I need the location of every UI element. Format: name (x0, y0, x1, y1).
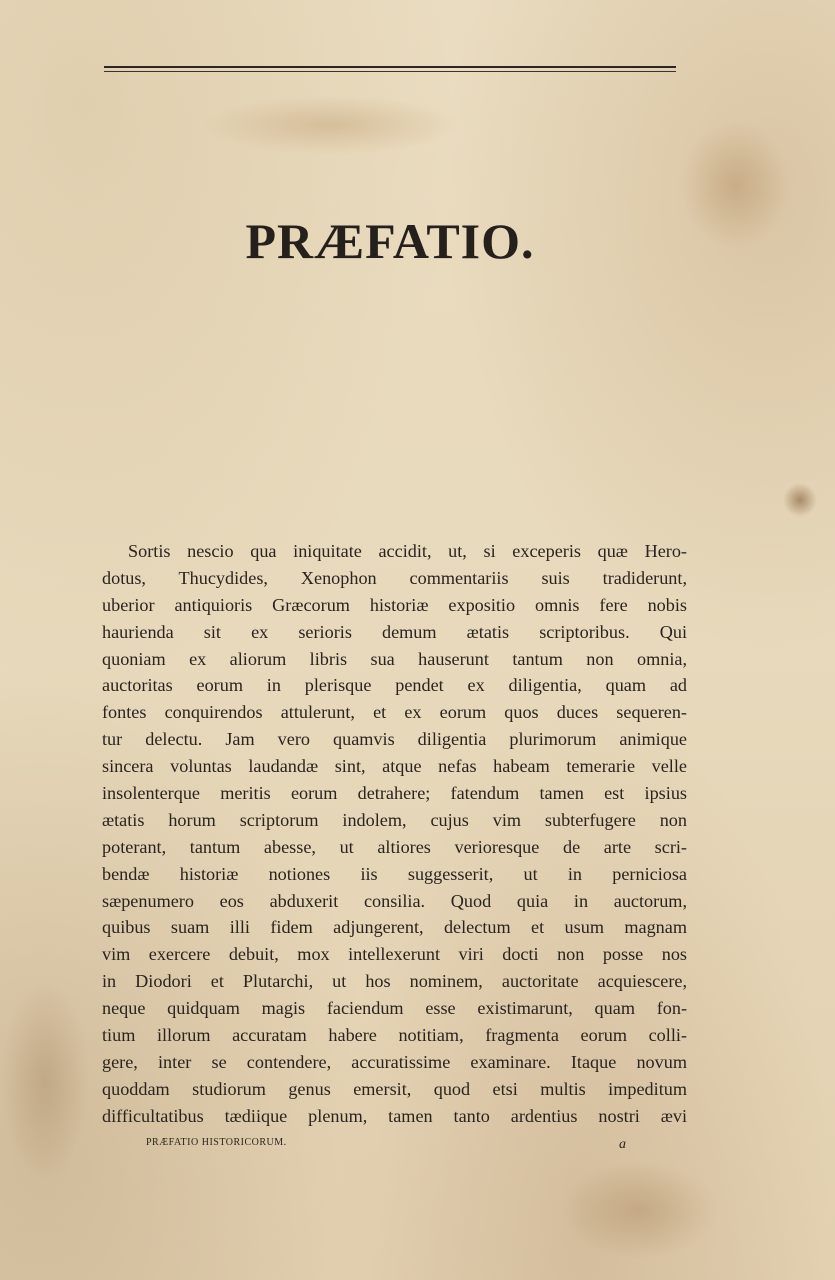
paper-stain (780, 480, 820, 520)
header-rule-thin (104, 71, 676, 72)
text-line: tur delectu. Jam vero quamvis diligentia plurimorum animique (102, 729, 687, 750)
text-line: poterant, tantum abesse, ut altiores verioresque de arte scri- (102, 836, 687, 857)
text-line: difficultatibus tædiique plenum, tamen tanto ardentius nostri ævi (102, 1105, 687, 1126)
text-line: gere, inter se contendere, accuratissime examinare. Itaque novum (102, 1051, 687, 1072)
text-line: haurienda sit ex serioris demum ætatis scriptoribus. Qui (102, 621, 687, 642)
text-line: fontes conquirendos attulerunt, et ex eorum quos duces sequeren- (102, 702, 687, 723)
text-line: auctoritas eorum in plerisque pendet ex diligentia, quam ad (102, 675, 687, 696)
signature-mark: a (619, 1137, 626, 1152)
text-line: neque quidquam magis faciendum esse existimarunt, quam fon- (102, 998, 687, 1019)
paper-stain (560, 1160, 720, 1260)
text-line: in Diodori et Plutarchi, ut hos nominem, auctoritate acquiescere, (102, 971, 687, 992)
signature-line: PRÆFATIO HISTORICORUM. (146, 1137, 287, 1148)
page-footer (146, 1137, 626, 1157)
text-line: insolenterque meritis eorum detrahere; fatendum tamen est ipsius (102, 783, 687, 804)
text-line: quoniam ex aliorum libris sua hauserunt tantum non omnia, (102, 648, 687, 669)
text-line: uberior antiquioris Græcorum historiæ expositio omnis fere nobis (102, 594, 687, 615)
text-line: bendæ historiæ notiones iis suggesserit, ut in perniciosa (102, 863, 687, 884)
text-line: quibus suam illi fidem adjungerent, delectum et usum magnam (102, 917, 687, 938)
text-line: dotus, Thucydides, Xenophon commentariis suis tradiderunt, (102, 567, 687, 588)
text-line: quoddam studiorum genus emersit, quod etsi multis impeditum (102, 1078, 687, 1099)
text-line: ætatis horum scriptorum indolem, cujus vim subterfugere non (102, 809, 687, 830)
header-rule-thick (104, 66, 676, 68)
text-line: sincera voluntas laudandæ sint, atque nefas habeam temerarie velle (102, 756, 687, 777)
paper-stain (0, 980, 90, 1180)
text-line: sæpenumero eos abduxerit consilia. Quod quia in auctorum, (102, 890, 687, 911)
text-line: tium illorum accuratam habere notitiam, fragmenta eorum colli- (102, 1025, 687, 1046)
page-title: PRÆFATIO. (245, 213, 535, 269)
header-double-rule (104, 66, 676, 73)
body-paragraph (102, 538, 687, 1130)
paper-stain (200, 95, 460, 155)
text-line: Sortis nescio qua iniquitate accidit, ut, si exceperis quæ Hero- (128, 541, 687, 561)
text-line: vim exercere debuit, mox intellexerunt viri docti non posse nos (102, 944, 687, 965)
